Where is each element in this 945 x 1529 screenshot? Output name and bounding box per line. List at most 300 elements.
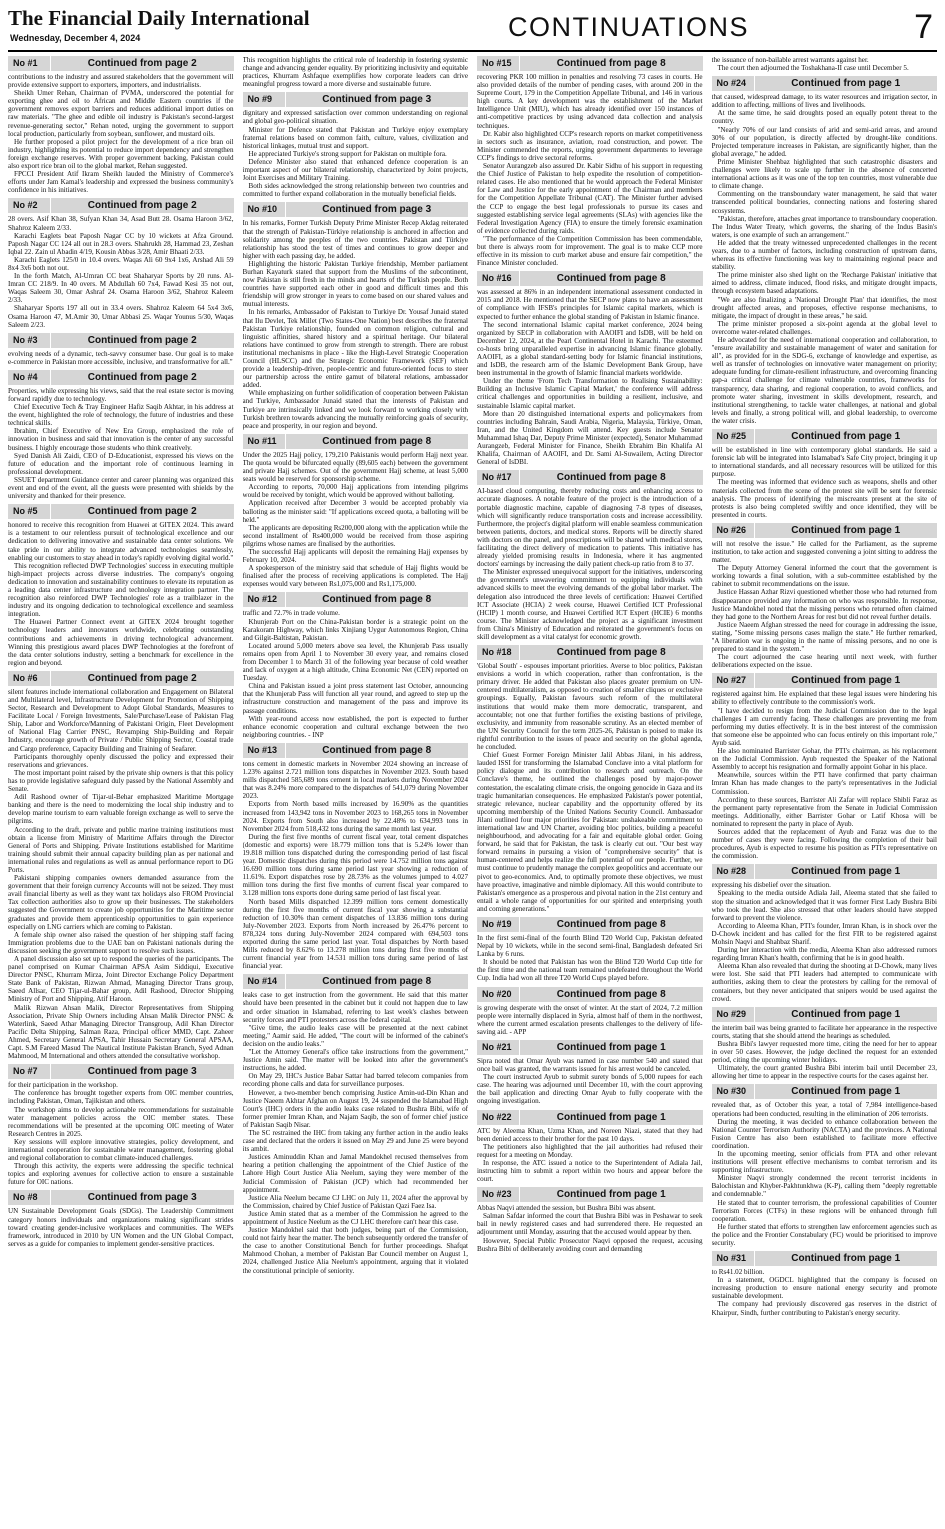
article-body [243, 991, 469, 1274]
article [243, 974, 469, 1274]
paragraph: Minister for Defence stated that Pakistan and Turkiye enjoy exemplary fraternal relations based on common faith, culture, values, civilization and historical linkages, mutual trust and support. [242, 125, 468, 150]
article-body [243, 219, 469, 429]
article-number: No #12 [247, 594, 278, 605]
paragraph: The SC restrained the IHC from taking any further action in the audio leaks case and declared that the orders it issued on May 29 and June 25 were beyond its ambit. [242, 1128, 468, 1154]
article [243, 56, 469, 88]
article-body [477, 1004, 703, 1036]
article [477, 917, 703, 983]
paragraph: Senator Aurangzeb also assured Dr. Kabir Sidhu of his support in requesting the Chief Justice of Pakistan to help expedite the resolution of competition-related cases. He also mentioned that he would approach the Federal Minister for Law and Justice for the early appointment of the Chairman and members for the Competition Appellate Tribunal (CAT). The Minister further advised the CCP to engage the best legal professionals to pursue its cases and suggested establishing service legal agreements (SLAs) with agencies like the Federal Investigation Agency (FIA) to ensure the timely forensic examination of evidence collected during raids. [477, 162, 703, 235]
paragraph: The Minister expressed unequivocal support for the initiatives, underscoring the government's unwavering commitment to equipping individuals with advanced skills to meet the evolving demands of the global labor market. The delegation also introduced the three levels of certification: Huawei Certified ICT Associate (HCIA) 2 week course, Huawei Certified ICT Professional (HCIP) 1 month course, and Huawei Certified ICT Expert (HCIE) 6 months course. The Minister acknowledged the project as a significant investment from China's Ministry of Education and reiterated the government's focus on skill development as a vital catalyst for economic growth. [477, 568, 703, 641]
continued-label: Continued from page 1 [754, 673, 938, 688]
article-number: No #15 [482, 58, 512, 68]
continued-label: Continued from page 8 [519, 917, 703, 932]
article [477, 645, 703, 913]
continued-label: Continued from page 8 [285, 974, 469, 989]
article-header [8, 198, 234, 213]
paragraph: Justice Mandokhel said that both judges, being part of the Commission, could not fairly hear the matter. The bench subsequently ordered the transfer of the case to another Constitutional Bench for further proceedings. Shafqat Mahmood Chohan, a member of Pakistan Bar Council member on August 1, 2024, challenged Justice Alia Neelum's appointment, arguing that it violated the constitutional principle of seniority. [242, 1226, 468, 1275]
paragraph: Justices Aminuddin Khan and Jamal Mandokhel recused themselves from hearing a petition challenging the appointment of the Chief Justice of the Lahore High Court Justice Alia Neelum, saying they were member of the Judicial Commission of Pakistan (JCP) which had recommended her appointment. [242, 1153, 468, 1194]
paragraph: "Let the Attorney General's office take instructions from the government," Justice Amin said. The matter will be looked into after the government's instructions, he added. [242, 1048, 468, 1073]
article-columns [8, 56, 937, 1524]
article-body [243, 109, 469, 198]
article-number: No #26 [716, 524, 747, 535]
paragraph: recovering PKR 100 million in penalties and resolving 73 cases in courts. He also provided details of the number of pending cases, with around 200 in the Supreme Court, 179 in the Competition Appellate Tribunal, and 146 in various high courts. A key development was the establishment of the Market Intelligence Unit (MIU), which has already identified over 150 instances of anti-competitive practices by using advanced data collection and analysis techniques. [477, 73, 703, 130]
page-number: 7 [914, 8, 933, 46]
paragraph: This recognition reflected DWP Technologies' success in executing multiple high-impact projects across diverse industries. The company's ongoing dedication to innovation and sustainability continues to elevate its reputation as a leading data center infrastructure and technology integration partner. The recognition also reinforced DWP Technologies' role as a trailblazer in the industry and its ongoing dedication to technological excellence and seamless integration. [8, 561, 234, 619]
paragraph: leaks case to get instruction from the government. He said that this matter should have been presented in the cabinet but it could not happen due to law and order situation in Islamabad, referring to last week's clashes between security forces and PTI protesters across the federal capital. [242, 991, 468, 1024]
paragraph: According to the draft, private and public marine training institutions must obtain a license from Ministry of Maritime Affairs through the Director General of Ports and Shipping. Private Institutions established for Maritime training should submit their annual capacity building plan as per national and international rules and regulations as well as annual performance report to DG Ports. [8, 825, 234, 874]
paragraph: Highlighting the historic Pakistan Turkiye friendship, Member parliament Burhan Kayaturk stated that support from the Muslims of the subcontinent, now Pakistan is still fresh in the minds and hearts of the Turkish people. Both countries have supported each other in good and difficult times and this friendship will grow stronger in years to come based on our shared values and mutual interests. [242, 259, 468, 309]
paragraph: Syed Danish Ali Zaidi, CEO of D-Educationist, expressed his views on the future of education and the important role of continuous learning in professional development. [8, 451, 234, 476]
paragraph: revealed that, as of October this year, a total of 7,984 intelligence-based operations had been conducted, resulting in the elimination of 206 terrorists. [711, 1101, 937, 1118]
paragraph: 'Global South' - espouses important priorities. Averse to bloc politics, Pakistan envisions a world in which cooperation, rather than confrontation, is the primary driver. He added that Pakistan also places greater premium on UN-centered multilateralism, as opposed to creation of smaller cliques or exclusive groupings. Equally, Pakistan favours such reform of the multilateral institutions that would make them more democratic, transparent, and accountable; not one that further fortifies the existing bastions of privilege, exclusivity, and immunity from reasonable scrutiny. As an elected member of the UN Security Council for the term 2025-26, Pakistan is poised to make its rightful contribution to the issues of peace and security on the global agenda, he concluded. [477, 662, 703, 752]
article-header [712, 523, 938, 538]
paragraph: In the upcoming meeting, senior officials from PTA and other relevant institutions will present effective mechanisms to combat terrorism and its supporting infrastructure. [711, 1149, 937, 1175]
continued-label: Continued from page 8 [519, 645, 703, 660]
paragraph: Speaking to the media outside Adiala Jail, Aleema stated that she failed to stop the situation and acknowledged that it was former First Lady Bushra Bibi who took the lead. She also stressed that other leaders should have stepped forward to prevent the violence. [711, 889, 937, 922]
article [477, 470, 703, 641]
article [243, 743, 469, 970]
article [712, 1251, 938, 1317]
article-header [477, 1110, 703, 1125]
article-number: No #25 [716, 431, 747, 442]
continued-label: Continued from page 8 [285, 434, 469, 449]
issue-date: Wednesday, December 4, 2024 [10, 33, 141, 43]
continued-label: Continued from page 1 [754, 1084, 938, 1099]
continued-label: Continued from page 1 [754, 1007, 938, 1022]
article-header [477, 1040, 703, 1055]
paragraph: However, a two-member bench comprising Justice Amin-ud-Din Khan and Justice Naeem Akhtar Afghan on August 19, 24 suspended the Islamabad High Court's (IHC) orders in the audio leaks case related to Bushra Bibi, wife of former premier Imran Khan, and Najam Saqib, the son of former chief justice of Pakistan Saqib Nisar. [242, 1088, 468, 1129]
paragraph: Abbas Naqvi attended the session, but Bushra Bibi was absent. [477, 1204, 656, 1213]
paragraph: Justice Naeem Afghan stressed the need for courage in addressing the issue, stating, "Some missing persons cases malign the state." He further remarked, "A liberation war is ongoing in the name of missing persons, and no one is prepared to stand in the system." [711, 620, 937, 654]
article-body [712, 56, 938, 72]
paragraph: In a statement, OGDCL highlighted that the company is focused on increasing production to ensure national energy security and promote sustainable development. [711, 1276, 937, 1301]
paragraph: The most important point raised by the private ship owners is that this policy has to provide legislative safeguard duly passed by the National Assembly and Senate. [8, 768, 234, 794]
paragraph: On May 29, IHC's Justice Babar Sattar had barred telecom companies from recording phone calls and data for surveillance purposes. [242, 1072, 468, 1089]
continued-label: Continued from page 1 [754, 864, 938, 879]
article-header [243, 592, 469, 607]
continued-label: Continued from page 8 [285, 592, 469, 607]
article-header [243, 434, 469, 449]
paragraph: Adil Rashood owner of Tijar-ul-Behar emphasized Maritime Mortgage banking and there is the need to modernizing the local ship industry and to develop marine tourism to earn valuable foreign exchange as well to serve the pilgrims. [8, 793, 234, 826]
article-header [8, 333, 234, 348]
column-3 [477, 56, 703, 1524]
article-body [477, 487, 703, 641]
article-number: No #14 [247, 976, 278, 987]
continued-label: Continued from page 1 [519, 1040, 703, 1055]
paragraph: "The performance of the Competition Commission has been commendable, but there is always room for improvement. The goal is to make CCP more effective in its mission to curb market abuse and ensure fair competition," the Finance Minister concluded. [477, 234, 703, 268]
column-1 [8, 56, 234, 1524]
paragraph: honored to receive this recognition from Huawei at GITEX 2024. This award is a testament to our relentless pursuit of technological excellence and our dedication to delivering innovative and sustainable data center solutions. We take pride in our ability to integrate advanced technologies seamlessly, enabling our customers to stay ahead in today's rapidly evolving digital world." [8, 521, 234, 562]
article-number: No #5 [13, 506, 38, 517]
paragraph: China and Pakistan issued a joint press statement last October, announcing that the Khunjerab Pass will function all year round, and agreed to step up the infrastructure construction and management of the pass and improve its passage conditions. [242, 682, 468, 715]
paragraph: ATC by Aleema Khan, Uzma Khan, and Noreen Niazi, stated that they had been denied access to their brother for the past 10 days. [477, 1126, 703, 1143]
paragraph: In the first semi-final of the fourth Blind T20 World Cup, Pakistan defeated Nepal by 10 wickets, while in the second semi-final, Bangladesh defeated Sri Lanka by 6 runs. [477, 934, 703, 959]
paragraph: Chief Guest Former Foreign Minister Jalil Abbas Jilani, in his address, lauded ISSI for transforming the Islamabad Conclave into a vital platform for policy dialogue and its contribution to research and outreach. On the Conclave's theme, he outlined the challenges posed by major-power contestation, the escalating climate crisis, the ongoing genocide in Gaza and its tragic humanitarian consequences. He emphasized Pakistan's power potential, strategic relevance, nuclear capability and the opportunity offered by its upcoming membership of the United Nations Security Council. Ambassador Jilani outlined four major priorities for Pakistan: unshakeable commitment to international law and UN Charter, avoiding bloc politics, building a peaceful neighbourhood, and advocating for a fair and equitable global order. Going forward, he said that for Pakistan, the task is clearly cut out. "Our best way forward remains in pursuing a vision of "comprehensive security" that is human-centered and helps realize the full potential of our people. Further, we must continue to prudently manage the complex geopolitics and accentuate our pivot to geo-economics. And, to optimally promote these objectives, we must have proactive, imaginative and nimble diplomacy. All this would contribute to Pakistan's emergence as a prosperous and pivotal nation in the 21st century and entail a whole range of opportunities for our spirited and enterprising youth and coming generations." [477, 751, 703, 913]
article [243, 592, 469, 739]
paragraph: During her interaction with the media, Aleema Khan also addressed rumors regarding Imran Khan's health, confirming that he is in good health. [711, 946, 937, 963]
article-number: No #28 [716, 866, 747, 877]
paragraph: Justice Amin stated that as a member of the Commission he agreed to the appointment of Justice Neelum as the CJ LHC therefore can't hear this case. [242, 1209, 468, 1226]
article [477, 1110, 703, 1184]
paragraph: In his remarks, Ambassador of Pakistan to Turkiye Dr. Yousaf Junaid stated that Ilu Devlet, Tek Millet (Two States-One Nation) best describes the fraternal Pakistan Turkiye relationship, founded on common religion, cultural and linguistic affinities, shared history and a spiritual heritage. Our bilateral relations have continued to grow from strength to strength. There are robust institutional mechanisms in place - like the High-Level Strategic Cooperation Council (HLSCC) and the Strategic Economic Framework (SEF) which provide a leadership-driven, people-centric and future-oriented focus to steer our partnership across the entire gamut of bilateral relations, ambassador added. [242, 308, 468, 390]
article-header [477, 470, 703, 485]
paragraph: He also nominated Barrister Gohar, the PTI's chairman, as his replacement on the Judicial Commission. Ayub requested the Speaker of the National Assembly to accept his resignation and formally appoint Gohar in his place. [711, 747, 937, 772]
article-header [477, 1187, 703, 1202]
paragraph: contributions to the industry and assured stakeholders that the government will provide extensive support to exporters, importers, and industrialists. [8, 73, 234, 90]
article [477, 1040, 703, 1106]
article-body [477, 1204, 703, 1253]
continued-label: Continued from page 2 [50, 671, 234, 686]
article [712, 523, 938, 670]
paragraph: Justice Alia Neelum became CJ LHC on July 11, 2024 after the approval by the Commission, chaired by Chief Justice of Pakistan Qazi Faez Isa. [242, 1193, 468, 1210]
article-number: No #20 [482, 988, 512, 999]
article-body [712, 690, 938, 860]
article [8, 1190, 234, 1247]
paragraph: At the same time, he said droughts posed an equally potent threat to the country. [711, 109, 937, 126]
paragraph: to Rs41.02 billion. [711, 1268, 765, 1277]
article-number: No #4 [13, 371, 38, 382]
article-number: No #27 [716, 675, 747, 686]
article-body [477, 73, 703, 267]
paragraph: expressing his disbelief over the situation. [711, 881, 831, 890]
paragraph: traffic and 72.7% in trade volume. [242, 609, 340, 618]
paragraph: Under the 2025 Hajj policy, 179,210 Pakistanis would perform Hajj next year. The quota would be bifurcated equally (89,605 each) between the government and private Hajj schemes. Out of the government Hajj scheme, at least 5,000 seats would be reserved for sponsorship scheme. [242, 450, 468, 484]
article-number: No #8 [13, 1192, 38, 1203]
paragraph: Sheikh Umer Rehan, Chairman of PVMA, underscored the potential for exporting ghee and oil to African and Middle Eastern countries if the government removes export barriers and reduces additional import duties on raw materials. "The ghee and edible oil industry is Pakistan's second-largest revenue-generating sector," Rehan noted, urging the government to support local production, particularly from soybean, sunflower, and mustard oils. [8, 89, 234, 138]
article [712, 673, 938, 860]
article-header [477, 645, 703, 660]
paragraph: Properties, while expressing his views, said that the real estate sector is moving forward rapidly due to technology. [8, 386, 234, 403]
paragraph: Both sides acknowledged the strong relationship between two countries and committed to further expand collaboration in the mutually beneficial fields. [242, 182, 468, 199]
paragraph: Commenting on the transboundary water management, he said that water transcended political boundaries, connecting nations and fostering shared ecosystems. [711, 190, 937, 215]
article-header [8, 671, 234, 686]
paragraph: Defence Minister also stated that enhanced defence cooperation is an important aspect of our bilateral relationship, characterized by Joint projects, Joint Exercises and Military Training. [242, 157, 468, 183]
article [8, 333, 234, 366]
article [712, 1007, 938, 1081]
paragraph: He appreciated Turkiye's strong support for Pakistan on multiple fora. [248, 149, 447, 158]
paragraph: The court adjourned the case hearing until next week, with further deliberations expected on the issue. [711, 653, 937, 670]
paragraph: This recognition highlights the critical role of leadership in fostering systemic change and advancing gender equality. By prioritizing inclusivity and equitable practices, Khurram Ashfaque exemplifies how corporate leaders can drive meaningful progress toward a more diverse and sustainable future. [242, 56, 468, 89]
paragraph: silent features include international collaboration and Engagement on Bilateral and Multilateral level, Infrastructure Development for Promotion of Shipping Sector, Research and Development to Adopt Global Standards, Measures to Facilitate Local / Foreign Investments, Sale/Purchase/Lease of Pakistan Flag Ship, Labor and Workforce/Manning of Pakistani Origin, Fleet Development of National Flag Carrier PNSC, Revamping Ship-Building and Repair Industry, encourage growth of Private / Public Shipping Sector, Coastal trade and Cargo preference, Capacity Building and Training of Seafarer. [8, 687, 234, 753]
continued-label: Continued from page 8 [519, 987, 703, 1002]
article-number: No #6 [13, 672, 38, 683]
article [8, 671, 234, 1060]
paragraph: The successful Hajj applicants will deposit the remaining Hajj expenses by February 10, 2024. [242, 547, 468, 565]
paragraph: "I have decided to resign from the Judicial Commission due to the legal challenges I am currently facing. These challenges are preventing me from performing my duties effectively. It is in the best interest of the commission that someone else be appointed who can focus entirely on this important role," Ayub said. [711, 706, 937, 747]
continued-label: Continued from page 2 [50, 56, 234, 71]
paragraph: The applicants are depositing Rs200,000 along with the application while the second installment of Rs400,000 would be received from those aspiring pilgrims whose names are finalised by the authorities. [242, 523, 468, 548]
article-body [712, 1024, 938, 1081]
continued-label: Continued from page 1 [754, 429, 938, 444]
paragraph: "Nearly 70% of our land consists of arid and semi-arid areas, and around 30% of our population, is directly affected by drought-like conditions. Projected temperature increases in Pakistan, are significantly higher, than the global average," he added. [711, 125, 937, 158]
article-body [712, 93, 938, 425]
paragraph: The court then adjourned the Toshakhana-II case until December 5. [717, 64, 909, 73]
article-number: No #1 [13, 58, 38, 68]
article-header [8, 370, 234, 385]
paragraph: "Pakistan, therefore, attaches great importance to transboundary cooperation. The Indus Water Treaty, which governs, the sharing of the Indus Basin's waters, is one example of such an arrangement." [711, 214, 937, 239]
paragraph: The meeting was informed that evidence such as weapons, shells and other materials collected from the scene of the protest site will be sent for forensic analysis. The process of identifying the miscreants present at the site of protests is also being completed swiftly and once identified, they will be presented in courts. [711, 478, 937, 519]
paragraph: FPCCI President Atif Ikram Sheikh lauded the Ministry of Commerce's efforts under Jam Kamal's leadership and expressed the business community's confidence in his initiatives. [8, 170, 234, 195]
continued-label: Continued from page 2 [50, 370, 234, 385]
article-body [8, 387, 234, 500]
article-header [8, 504, 234, 519]
continued-label: Continued from page 3 [285, 92, 469, 107]
article-number: No #9 [247, 94, 273, 105]
article-body [8, 215, 234, 328]
paragraph: Chief Executive Tech & Tray Engineer Hafiz Saqib Akhtar, in his address at the event, highlighted the role of technology, the future of industries and these technical skills. [8, 403, 234, 428]
paragraph: the interim bail was being granted to facilitate her appearance in the respective courts, stating that she should attend the hearings as scheduled. [711, 1023, 937, 1040]
paragraph: A panel discussion also set up to respond the queries of the participants. The panel comprised on Kumar Chairman APSA Asim Siddiqui, Executive Director PNSC, Khurram Mirza, Joint Director Exchange Policy Department State Bank of Pakistan, Rizwan Ahmad, Managing Director Trans group, Saeed Allsar, CEO Tijar-ul-Bahar group, Adil Rashood, Director Shipping Ministry of Port and Shipping, Atif Haroon. [8, 955, 234, 1004]
paragraph: Dr. Kabir also highlighted CCP's research reports on market competitiveness in sectors such as insurance, aviation, road construction, and power. The Minister commended the reports, urging government departments to leverage CCP's findings to drive sectoral reforms. [477, 129, 703, 162]
paragraph: In the forth Match, Al-Umran CC beat Shaharyar Sports by 20 runs. Al-Imran CC 218/9. In 40 overs. M Abdullah 60 7x4, Fawad Kesi 35 not out, Waqas Saleem 30, Omar Ashraf 24. Osama Haroon 3/62, Shahroz Kaleem 2/33. [8, 272, 234, 305]
continued-label: Continued from page 2 [50, 198, 234, 213]
paragraph: Aleema Khan also revealed that during the shooting at D-Chowk, many lives were lost. She said that PTI leaders had attempted to communicate with authorities, asking them to clear the protesters by calling for the removal of containers, but they never anticipated that snipers would be used against the crowd. [711, 962, 937, 1003]
article-header [477, 917, 703, 932]
paragraph: Khunjerab Port on the China-Pakistan border is a strategic point on the Karakoram Highway, which links Xinjiang Uygur Autonomous Region, China and Gilgit-Baltistan, Pakistan. [242, 617, 468, 642]
article [243, 92, 469, 198]
article-body [712, 1268, 938, 1317]
masthead [8, 6, 937, 52]
article-header [712, 429, 938, 444]
article [243, 434, 469, 589]
article [8, 504, 234, 667]
paragraph: It should be noted that Pakistan has won the Blind T20 World Cup title for the first time and the national team remained undefeated throughout the World Cup. India had won all three T20 World Cups played before. [477, 958, 703, 983]
article-header [477, 56, 703, 71]
paragraph: Through this activity, the experts were addressing the specific technical topics and exploring avenues for collective action to ensure a sustainable future for OIC nations. [8, 1162, 234, 1187]
article [243, 202, 469, 429]
paragraph: Ultimately, the court granted Bushra Bibi interim bail until December 23, allowing her time to appear in the respective courts for the cases against her. [711, 1064, 937, 1081]
continued-label: Continued from page 3 [50, 1064, 234, 1079]
paragraph: Shaharyar Sports 197 all out in 33.4 overs. Shahroz Kaleem 64 5x4 3x6, Osama Haroon 47, M.Amir 30, Umar Abbasi 25. Waqar Younus 5/30, Waqas Saleem 2/23. [8, 304, 234, 329]
continued-label: Continued from page 8 [285, 743, 469, 758]
continued-label: Continued from page 8 [519, 56, 703, 71]
article-header [712, 673, 938, 688]
article [8, 198, 234, 328]
paragraph: evolving needs of a dynamic, tech-savvy consumer base. Our goal is to make e-commerce in Pakistan more accessible, inclusive, and transformative for all." [8, 349, 234, 366]
article-body [477, 662, 703, 913]
paragraph: According to these sources, Barrister Ali Zafar will replace Shibli Faraz as the permanent party representative from the Senate in Judicial Commission meetings. Additionally, either Barrister Gohar or Latif Khosa will be nominated to represent the party in place of Ayub. [711, 795, 937, 828]
article [8, 56, 234, 194]
paragraph: Located around 5,000 meters above sea level, the Khunjerab Pass usually remains open from April 1 to November 30 every year, and remains closed from December 1 to March 31 of the following year because of cold weather and lack of oxygen at a high altitude, China Economic Net (CEN) reported on Tuesday. [242, 641, 468, 683]
article [477, 987, 703, 1036]
article-number: No #31 [716, 1253, 747, 1264]
paragraph: The workshop aims to develop actionable recommendations for sustainable water management policies across the OIC member states. These recommendations will be presented at the upcoming OIC meeting of Water Research Centres in 2025. [8, 1105, 234, 1138]
paragraph: Application received after December 3 would be accepted probably via balloting as the minister said: "If applications exceed quota, a balloting will be held." [242, 499, 468, 524]
article-body [8, 688, 234, 1060]
paragraph: He advocated for the need of international cooperation and collaboration, to "ensure availability and sustainable management of water and sanitation for all", as provided for in the SDG-6, exchange of knowledge and expertise, as well as transfer of technologies on innovative water management on priority; adequate funding for climate-resilient infrastructure, and overcoming financing gap-a critical challenge for climate vulnerable countries, frameworks for transparency, data sharing, and regional cooperation, to avoid conflicts, and promote water sharing, investment in skills development, research, and institutional strengthening, to tackle water challenges, at national and global levels and finally, a strong political will, and global leadership, to overcome the water crisis. [711, 336, 937, 425]
paragraph: dignitary and expressed satisfaction over common understanding on regional and global geo-political situation. [242, 109, 468, 126]
article-header [477, 271, 703, 286]
paragraph: Justice Hassan Azhar Rizvi questioned whether those who had returned from disappearance provided any information on who was responsible. In response, Justice Mandokhel noted that the missing persons who returned often claimed they had gone to the Northern Areas for rest but did not reveal further details. [711, 588, 937, 621]
paragraph: will not resolve the issue." He called for the Parliament, as the supreme institution, to take action and suggested convening a joint sitting to address the matter. [711, 539, 937, 565]
paragraph: that caused, widespread damage, to its water resources and irrigation sector, in addition to affecting, millions of lives and livelihoods. [711, 93, 937, 110]
article-number: No #18 [482, 647, 512, 658]
paragraph: will be established in line with contemporary global standards. He said a forensic lab will be integrated into Islamabad's Safe City project, bringing it up to international standards, and all necessary resources will be utilized for this purpose. [711, 446, 937, 479]
article-header [712, 1007, 938, 1022]
paragraph: The second international Islamic capital market conference, 2024 being organized by SECP in collaboration with AAOIFI and IsDB, will be held on December 12, 2024, at the Pearl Continental Hotel in Karachi. The esteemed co-hosts bring unparalleled expertise in advancing Islamic finance globally. AAOIFI, as a global standard-setting body for Islamic financial institutions, and IsDB, the research arm of the Islamic Development Bank Group, have been instrumental in the growth of Islamic financial markets worldwide. [477, 320, 703, 378]
paragraph: Meanwhile, sources within the PTI have confirmed that party chairman Imran Khan has made changes to the party's representatives in the Judicial Commission. [711, 771, 937, 796]
paragraph: Minister Naqvi strongly condemned the recent terrorist incidents in Balochistan and Khyber-Pakhtunkhwa (K-P), calling them "deeply regrettable and condemnable." [711, 1174, 937, 1199]
paragraph: Key sessions will explore innovative strategies, policy development, and international cooperation for sustainable water management, fostering global and regional collaboration to combat climate-induced challenges. [8, 1137, 234, 1163]
paragraph: Participants thoroughly openly discussed the policy and expressed their reservations and grievances. [8, 752, 234, 769]
article-body [712, 881, 938, 1002]
paragraph: "Give time, the audio leaks case will be presented at the next cabinet meeting," Aamir said. He added, "The court will be informed of the cabinet's decision on the audio leaks." [242, 1023, 468, 1048]
paragraph: A spokesperson of the ministry said that schedule of Hajj flights would be finalised after the process of receiving applications is completed. The Hajj expenses would vary between Rs1,075,000 and Rs1,175,000. [242, 564, 468, 589]
article-header [243, 743, 469, 758]
article-body [8, 73, 234, 194]
paragraph: According to reports, 70,000 Hajj applications from intending pilgrims would be received by tonight, which would be approved without balloting. [242, 483, 468, 500]
paragraph: for their participation in the workshop. [8, 1081, 118, 1090]
continued-label: Continued from page 1 [754, 1251, 938, 1266]
article-body [8, 1081, 234, 1186]
article-header [243, 974, 469, 989]
column-4 [712, 56, 938, 1524]
paragraph: Bushra Bibi's lawyer requested more time, citing the need for her to appear in over 50 cases. However, the judge declined the request for an extended period, citing the upcoming winter holidays. [711, 1039, 937, 1065]
article-header [712, 76, 938, 91]
article-number: No #21 [482, 1041, 512, 1052]
article [712, 1084, 938, 1247]
article-body [477, 1057, 703, 1106]
paragraph: Ibrahim, Chief Executive of New Era Group, emphasized the role of innovation in business and said that innovation is the center of any successful business. I highly encourage those students who think creatively. [8, 427, 234, 452]
paragraph: He further proposed a pilot project for the development of a rice bran oil industry, highlighting its potential to reduce import dependency and strengthen foreign exchange reserves. With proper government backing, Pakistan could also export rice bran oil to the global market, Rehan suggested. [8, 137, 234, 171]
article-body [8, 1207, 234, 1247]
paragraph: The court instructed Ayub to submit surety bonds of 5,000 rupees for each case. The hearing was adjourned until December 10, with the court approving the bail application and directing Omar Ayub to fully cooperate with the ongoing investigation. [477, 1073, 703, 1106]
article-body [243, 760, 469, 970]
continued-label: Continued from page 8 [519, 271, 703, 286]
article-number: No #13 [247, 744, 278, 755]
paragraph: According to Aleema Khan, PTI's founder, Imran Khan, is in shock over the D-Chowk incident and has called for the first FIR to be registered against Mohsin Naqvi and Shahbaz Sharif. [711, 921, 937, 946]
article-header [8, 1064, 234, 1079]
paragraph: The Huawei Partner Connect event at GITEX 2024 brought together technology leaders and innovators worldwide, celebrating outstanding contributions and achievements in driving technological advancement. Winning this prestigious award places DWP Technologies at the forefront of the data center solutions industry, setting a benchmark for excellence in the region and beyond. [8, 618, 234, 667]
article-body [712, 1101, 938, 1247]
paragraph: "We are also finalizing a 'National Drought Plan' that identifies, the most drought affected areas, and proposes, effective response mechanisms, to mitigate, the impact of drought in these areas," he said. [711, 295, 937, 320]
paragraph: While emphasizing on further solidification of cooperation between Pakistan and Turkiye, Ambassador Junaid stated that the interests of Pakistan and Turkiye are intrinsically linked and we look forward to working closely with Turkish brethren towards advancing the mutually reinforcing goals of security, peace and prosperity, in our region and beyond. [242, 389, 468, 430]
article [712, 429, 938, 519]
article-header [243, 202, 469, 217]
continued-label: Continued from page 1 [754, 523, 938, 538]
paragraph: 28 overs. Asif Khan 38, Sufyan Khan 34, Asad Butt 28. Osama Haroon 3/62, Shahroz Kaleem 2/33. [8, 215, 234, 232]
continued-label: Continued from page 1 [519, 1187, 703, 1202]
article-body [712, 446, 938, 519]
article-number: No #17 [482, 472, 512, 483]
continued-label: Continued from page 1 [519, 1110, 703, 1125]
paragraph: During the first five months of current fiscal year, total cement dispatches (domestic and exports) were 18.779 million tons that is 5.24% lower than 19.818 million tons dispatched during the corresponding period of last fiscal year. Domestic dispatches during this period were 14.752 million tons against 16.690 million tons during same period last year showing a reduction of 11.61%. Export dispatches rose by 28.73% as the volumes jumped to 4.027 million tons during the first five months of current fiscal year compared to 3.128 million tons exports done during same period of last fiscal year. [242, 832, 468, 898]
paragraph: More than 20 distinguished international experts and policymakers from countries including Bahrain, Saudi Arabia, Nigeria, Malaysia, Türkiye, Oman, Iran, and the United Kingdom will attend. Key guests include Senator Muhammad Ishaq Dar, Deputy Prime Minister (expected), Senator Muhammad Aurangzeb, Federal Minister for Finance, Sheikh Ebrahim Bin Khalifa Al Khalifa, Chairman of AAOIFI, and Dr. Sami Al-Suwailem, Acting Director General of IsDBI. [477, 409, 703, 467]
paragraph: Karachi Eaglets beat Paposh Nagar CC by 10 wickets at Afza Ground. Paposh Nagar CC 124 all out in 28.3 overs. Shahrukh 28, Hammad 23, Zeshan Iqbal 22. Zain ul Abadin 4/19, Kousin Abbas 3/28, Amir Bhaati 2/33. [8, 231, 234, 256]
article [712, 56, 938, 72]
article-body [243, 609, 469, 739]
article-header [8, 56, 234, 71]
paragraph: The conference has brought together experts from OIC member countries, including Pakistan, Oman, Tajikistan and others. [8, 1089, 234, 1106]
paragraph: The prime minister also shed light on the 'Recharge Pakistan' initiative that aimed to address, climate induced, flood risks, and mitigate drought impacts, through ecosystem based adaptations. [711, 271, 937, 296]
continued-label: Continued from page 3 [285, 202, 469, 217]
paragraph: In response, the ATC issued a notice to the Superintendent of Adiala Jail, instructing him to submit a report within two hours and appear before the court. [477, 1158, 703, 1184]
paragraph: Karachi Eaglets 125/0 in 10.4 overs. Waqas Ali 60 9x4 1x6, Arshad Ali 59 8x4 3x6 both not out. [8, 255, 234, 272]
article-number: No #2 [13, 200, 38, 211]
paragraph: In his remarks, Former Turkish Deputy Prime Minister Recep Akdag reiterated that the strength of Pakistan-Türkiye relationship is anchored in affection and solidarity among the peoples of the two countries. Pakistan and Türkiye relationship has stood the test of times and continues to grow deeper and higher with each passing day, he added. [242, 219, 468, 260]
article-number: No #29 [716, 1008, 747, 1019]
article-number: No #7 [13, 1066, 38, 1077]
paragraph: Pakistani shipping companies owners demanded assurance from the government that their foreign currency Accounts will not be seized. They must avail financial liberty as well as they want tax holidays also FROM Provincial Tax collection authorities also to grow up their businesses. The stakeholders suggested the Government to create job opportunities for the Maritime sector graduates and provide them apprenticeship opportunities to gain experience especially on LNG carriers which are coming to Pakistan. [8, 874, 234, 931]
article-number: No #22 [482, 1111, 512, 1122]
continued-label: Continued from page 3 [50, 1190, 234, 1205]
continued-label: Continued from page 2 [50, 504, 234, 519]
paragraph: Sipra noted that Omar Ayub was named in case number 540 and stated that once bail was granted, the warrants issued for his arrest would be canceled. [477, 1056, 703, 1074]
article-number: No #10 [247, 204, 278, 215]
article-number: No #19 [482, 919, 512, 929]
paragraph: the issuance of non-bailable arrest warrants against her. [711, 56, 869, 64]
paragraph: Under the theme 'From Tech Transformation to Realising Sustainability: Building an Inclusive Islamic Capital Market,' the conference will address critical challenges and opportunities in building a resilient, inclusive, and sustainable Islamic capital market. [477, 377, 703, 410]
paragraph: was assessed at 86% in an independent international assessment conducted in 2015 and 2018. He mentioned that the SECP now plans to have an assessment of compliance with IFSB's principles for Islamic capital markets, which is expected to further enhance the global standing of Pakistan in Islamic finance. [477, 288, 703, 321]
article-header [712, 1251, 938, 1266]
paragraph: Malik Rizwan Ahsan Malik, Director Representatives from Shipping Association, Private Ship Owners including Ahsan Malik Director PNSC & Waterlink, Saeed Athar Managing Director Transgroup, Adil Khan Director Pacific Delta Shipping, Salman Raza, Principal officer MMD, Capt. Zaheer Ahmed, Secretary General APSA, Tahir Hussain Secretary General APSAA, Capt. S.M Fareed Masud The Nautical Institute Pakistan Branch, Syed Adnan Mahmood, M International and others attended the consultative workshop. [8, 1003, 234, 1061]
paragraph: During the meeting, it was decided to enhance collaboration between the National Counter Terrorism Authority (NACTA) and the provinces. A National Fusion Centre has also been established to facilitate more effective coordination. [711, 1117, 937, 1150]
continued-label: Continued from page 8 [519, 470, 703, 485]
article [477, 56, 703, 267]
article-body [243, 56, 469, 88]
column-2 [243, 56, 469, 1524]
paragraph: SSUET department Guidance center and career planning was organized this event and end of the event, all the guests were presented with shields by the university and thanked for their presence. [8, 475, 234, 501]
article-number: No #30 [716, 1086, 747, 1097]
article-number: No #24 [716, 78, 747, 89]
paragraph: He added that the treaty witnessed unprecedented challenges in the recent years, due to a number of factors, including construction of upstream dams, whereas its effective functioning was key to maintaining regional peace and stability. [711, 238, 937, 272]
paragraph: AI-based cloud computing, thereby reducing costs and enhancing access to accurate diagnoses. A notable feature of the project is the introduction of a portable diagnostic machine, capable of diagnosing 7-8 types of diseases, which will significantly reduce transportation costs and increase accessibility. Furthermore, the project's digital platform will enable seamless communication between patients, doctors, and medical stores. Reports will be directly shared with doctors on the panel, and prescriptions will be shared with medical stores, facilitating the direct delivery of medication to patients. This initiative has already yielded promising results in Indonesia, where it has augmented doctors' earnings by increasing the daily patient check-up ratio from 8 to 37. [477, 487, 703, 569]
paragraph: North based Mills dispatched 12.399 million tons cement domestically during the first five months of current fiscal year showing a substantial reduction of 10.30% than cement dispatches of 13.836 million tons during July-November 2023. Exports from North increased by 26.47% percent to 878,324 tons during July-November 2024 compared with 694,503 tons exported during the same period last year. Total dispatches by North based Mills reduced by 8.62% to 13.278 million tons during first five months of current financial year from 14.531 million tons during same period of last financial year. [242, 897, 468, 971]
paragraph: The petitioners also highlighted that the jail authorities had refused their request for a meeting on Monday. [477, 1142, 703, 1159]
paragraph: The Deputy Attorney General informed the court that the government is working towards a final solution, with a sub-committee established by the cabinet to submit recommendations on the issue. [711, 564, 937, 589]
section-title: CONTINUATIONS [508, 12, 749, 42]
paragraph: is growing desperate with the onset of winter. At the start of 2024, 7.2 million people were internally displaced in Syria, almost half of them in the northwest, where the current armed escalation presents challenges to the delivery of life-saving aid. - APP [477, 1003, 703, 1036]
article-header [712, 1084, 938, 1099]
paragraph: A female ship owner also raised the question of her shipping staff facing Immigration problems due to the UAE ban on Pakistani nationals during the discussion seeking the government support to resolve such issues. [8, 930, 234, 955]
article-body [712, 540, 938, 670]
paragraph: Exports from North based mills increased by 16.90% as the quantities increased from 143,942 tons in November 2023 to 168,265 tons in November 2024. Exports from South also increased by 22.48% to 634,993 tons in November 2024 from 518,432 tons during the same month last year. [242, 800, 468, 833]
paragraph: With year-round access now established, the port is expected to further enhance economic cooperation and cultural exchange between the two neighboring countries. - INP [242, 714, 468, 739]
article [8, 1064, 234, 1186]
article-header [712, 864, 938, 879]
article-body [477, 934, 703, 983]
paragraph: The prime minister proposed a six-point agenda at the global level to overcome water-related challenges. [711, 319, 937, 336]
continued-label: Continued from page 2 [50, 333, 234, 348]
paragraph: UN Sustainable Development Goals (SDGs). The Leadership Commitment category honors individuals and organizations making significant strides toward creating gender-inclusive workplaces and communities. The WEPs framework, introduced in 2010 by UN Women and the UN Global Compact, serves as a guide for companies to implement gender-sensitive practices. [8, 1207, 234, 1248]
article [8, 370, 234, 500]
article-body [243, 451, 469, 589]
paragraph: Sources added that the replacement of Ayub and Faraz was due to the number of cases they were facing. Following the completion of their bail procedures, Ayub is expected to resume his position as PTI's representative on the commission. [711, 827, 937, 861]
article-body [477, 288, 703, 466]
paragraph: He further stated that efforts to strengthen law enforcement agencies such as the police and the Frontier Constabulary (FC) would be prioritised to improve security. [711, 1222, 937, 1247]
article-number: No #23 [482, 1189, 512, 1200]
continued-label: Continued from page 1 [754, 76, 938, 91]
article [477, 1187, 703, 1253]
article-header [243, 92, 469, 107]
article-number: No #16 [482, 273, 512, 284]
article-number: No #11 [247, 435, 277, 446]
article-number: No #3 [13, 334, 38, 345]
article-header [8, 1190, 234, 1205]
article-body [477, 1127, 703, 1184]
paragraph: registered against him. He explained that these legal issues were hindering his ability to effectively contribute to the commission's work. [711, 690, 937, 707]
article-header [477, 987, 703, 1002]
article-body [8, 350, 234, 366]
paragraph: Salman Safdar informed the court that Bushra Bibi was in Peshawar to seek bail in newly registered cases and had surrendered there. He requested an adjournment until Monday, assuring that the accused would appear by then. [477, 1212, 703, 1237]
paragraph: Prime Minister Shehbaz highlighted that such catastrophic disasters and challenges were likely to scale up further in the absence of concerted international actions as it was one of the top ten countries, most vulnerable due to climate change. [711, 157, 937, 191]
article [477, 271, 703, 466]
newspaper-title: The Financial Daily International [8, 6, 310, 30]
paragraph: The company had previously discovered gas reserves in the district of Khairpur, Sindh, further contributing to Pakistan's energy security. [711, 1300, 937, 1317]
paragraph: tons cement in domestic markets in November 2024 showing an increase of 1.23% against 2.721 million tons dispatches in November 2023. South based mills dispatched 585,689 tons cement in local markets during November 2024 that was 8.24% more compared to the dispatches of 541,079 during November 2023. [242, 759, 468, 801]
paragraph: He stated that to counter terrorism, the professional capabilities of Counter Terrorism Forces (CTFs) in these regions will be enhanced through full cooperation. [711, 1198, 937, 1223]
article-body [8, 521, 234, 667]
